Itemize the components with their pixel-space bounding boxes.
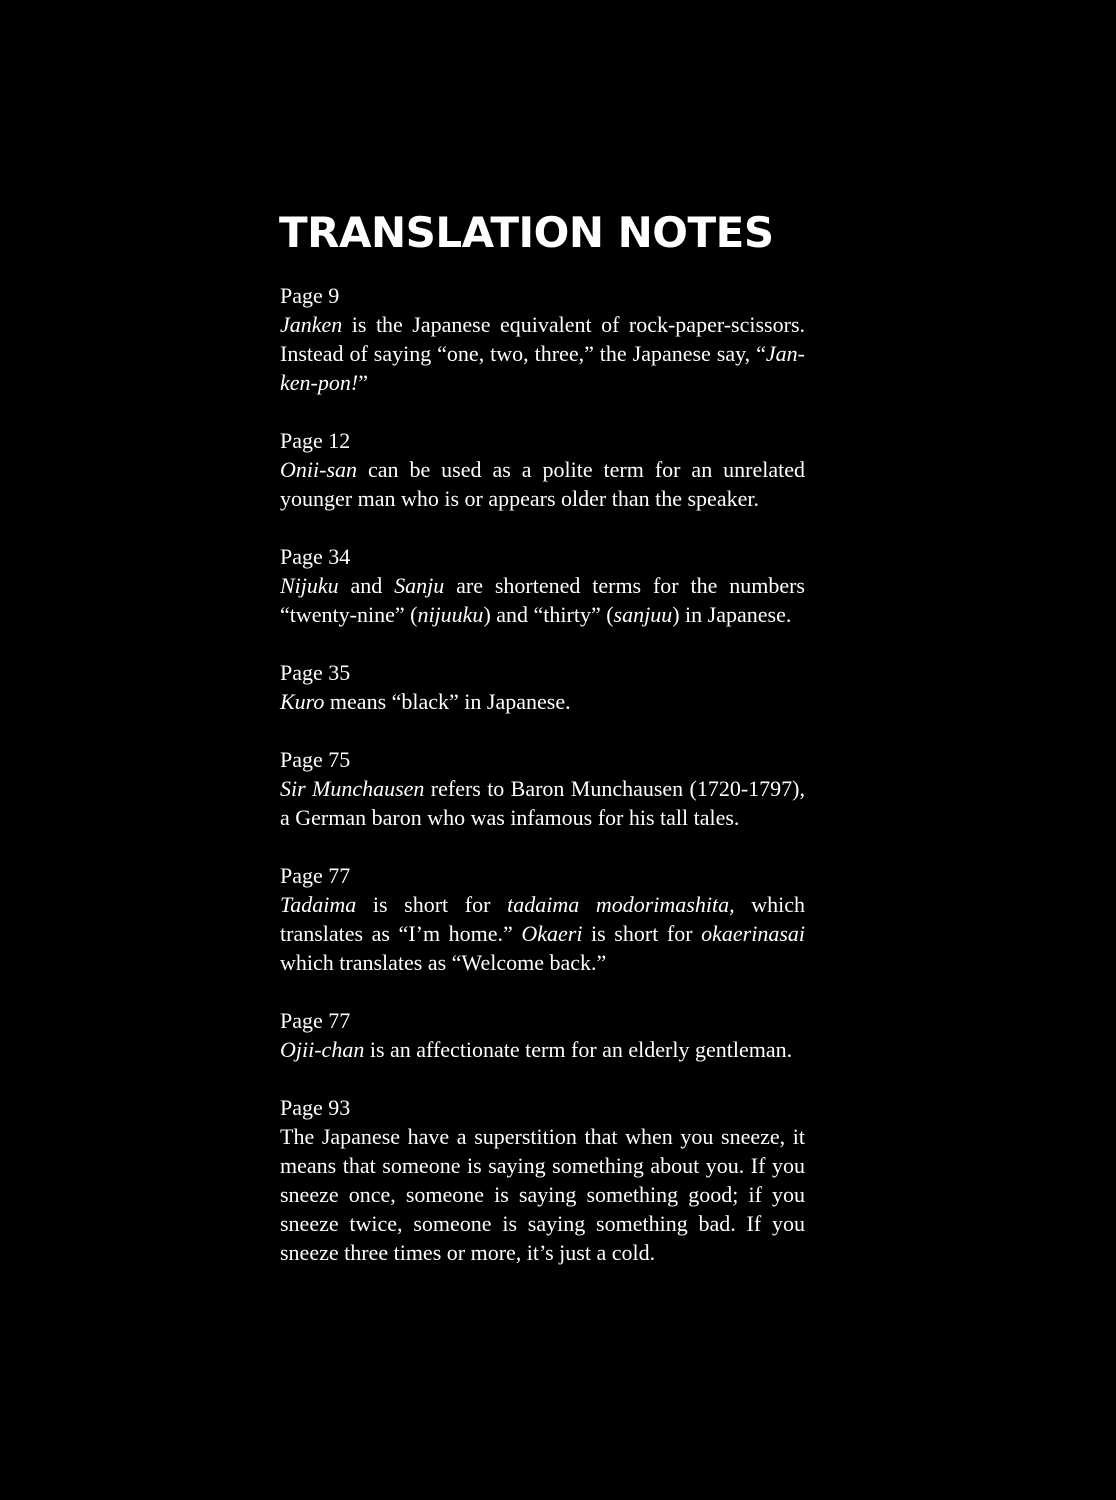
note-text-run: can be used as a polite term for an unrelated younger man who is or appears older than the speaker. <box>280 457 805 511</box>
note-text <box>280 455 805 513</box>
note-entry <box>280 1093 805 1267</box>
note-text-run: refers to Baron Munchausen (1720-1797), a German baron who was infamous for his tall tales. <box>280 776 805 830</box>
note-entry <box>280 281 805 397</box>
note-term: okaerinasai <box>701 921 806 946</box>
note-text-run: which translates as “I’m home.” <box>280 892 806 946</box>
note-text-run: ) in Japanese. <box>672 602 792 627</box>
note-term: Janken <box>280 312 343 337</box>
note-term: Nijuku <box>280 573 339 598</box>
note-page-ref: Page 77 <box>280 863 351 888</box>
note-text-run: and <box>338 573 395 598</box>
note-text-run: is short for <box>582 921 702 946</box>
note-text <box>280 687 805 716</box>
note-term: tadaima modorimashita, <box>507 892 735 917</box>
note-text-run: ) and “thirty” ( <box>483 602 614 627</box>
note-text <box>280 774 805 832</box>
note-page-ref: Page 12 <box>280 428 351 453</box>
note-page-ref: Page 9 <box>280 283 340 308</box>
note-page-ref: Page 35 <box>280 660 351 685</box>
note-text-run: is an affectionate term for an elderly gentleman. <box>364 1037 793 1062</box>
note-text-run: means “black” in Japanese. <box>324 689 571 714</box>
note-text-run: are shortened terms for the numbers “twenty-nine” ( <box>280 573 805 627</box>
note-term: sanjuu <box>613 602 673 627</box>
note-entry <box>280 1006 805 1064</box>
note-text-run: ” <box>358 370 368 395</box>
note-entry <box>280 542 805 629</box>
note-entry <box>280 745 805 832</box>
notes-list <box>280 281 805 1296</box>
note-text <box>280 890 805 977</box>
note-term: Ojii-chan <box>280 1037 365 1062</box>
note-text <box>280 1035 805 1064</box>
note-page-ref: Page 93 <box>280 1095 351 1120</box>
note-page-ref: Page 77 <box>280 1008 351 1033</box>
note-text <box>280 1122 805 1267</box>
note-page-ref: Page 75 <box>280 747 351 772</box>
note-text-run: The Japanese have a superstition that when you sneeze, it means that someone is saying something about you. If you sneeze once, someone is saying something good; if you sneeze twice, someone is saying something bad. If you sneeze three times or more, it’s just a cold. <box>280 1124 805 1265</box>
note-term: Kuro <box>280 689 325 714</box>
note-text-run: which translates as “Welcome back.” <box>280 950 607 975</box>
note-term: Sanju <box>394 573 445 598</box>
note-term: Jan-ken-pon! <box>280 341 805 395</box>
note-page-ref: Page 34 <box>280 544 351 569</box>
note-entry <box>280 426 805 513</box>
note-term: Sir Munchausen <box>280 776 425 801</box>
note-term: Tadaima <box>280 892 357 917</box>
note-text-run: is the Japanese equivalent of rock-paper-scissors. Instead of saying “one, two, three,” the Japanese say, “ <box>280 312 805 366</box>
note-term: nijuuku <box>417 602 484 627</box>
note-text <box>280 310 805 397</box>
note-term: Onii-san <box>280 457 357 482</box>
note-entry <box>280 658 805 716</box>
note-entry <box>280 861 805 977</box>
note-text <box>280 571 805 629</box>
note-term: Okaeri <box>521 921 583 946</box>
note-text-run: is short for <box>356 892 508 917</box>
page-title: TRANSLATION NOTES <box>279 208 774 257</box>
